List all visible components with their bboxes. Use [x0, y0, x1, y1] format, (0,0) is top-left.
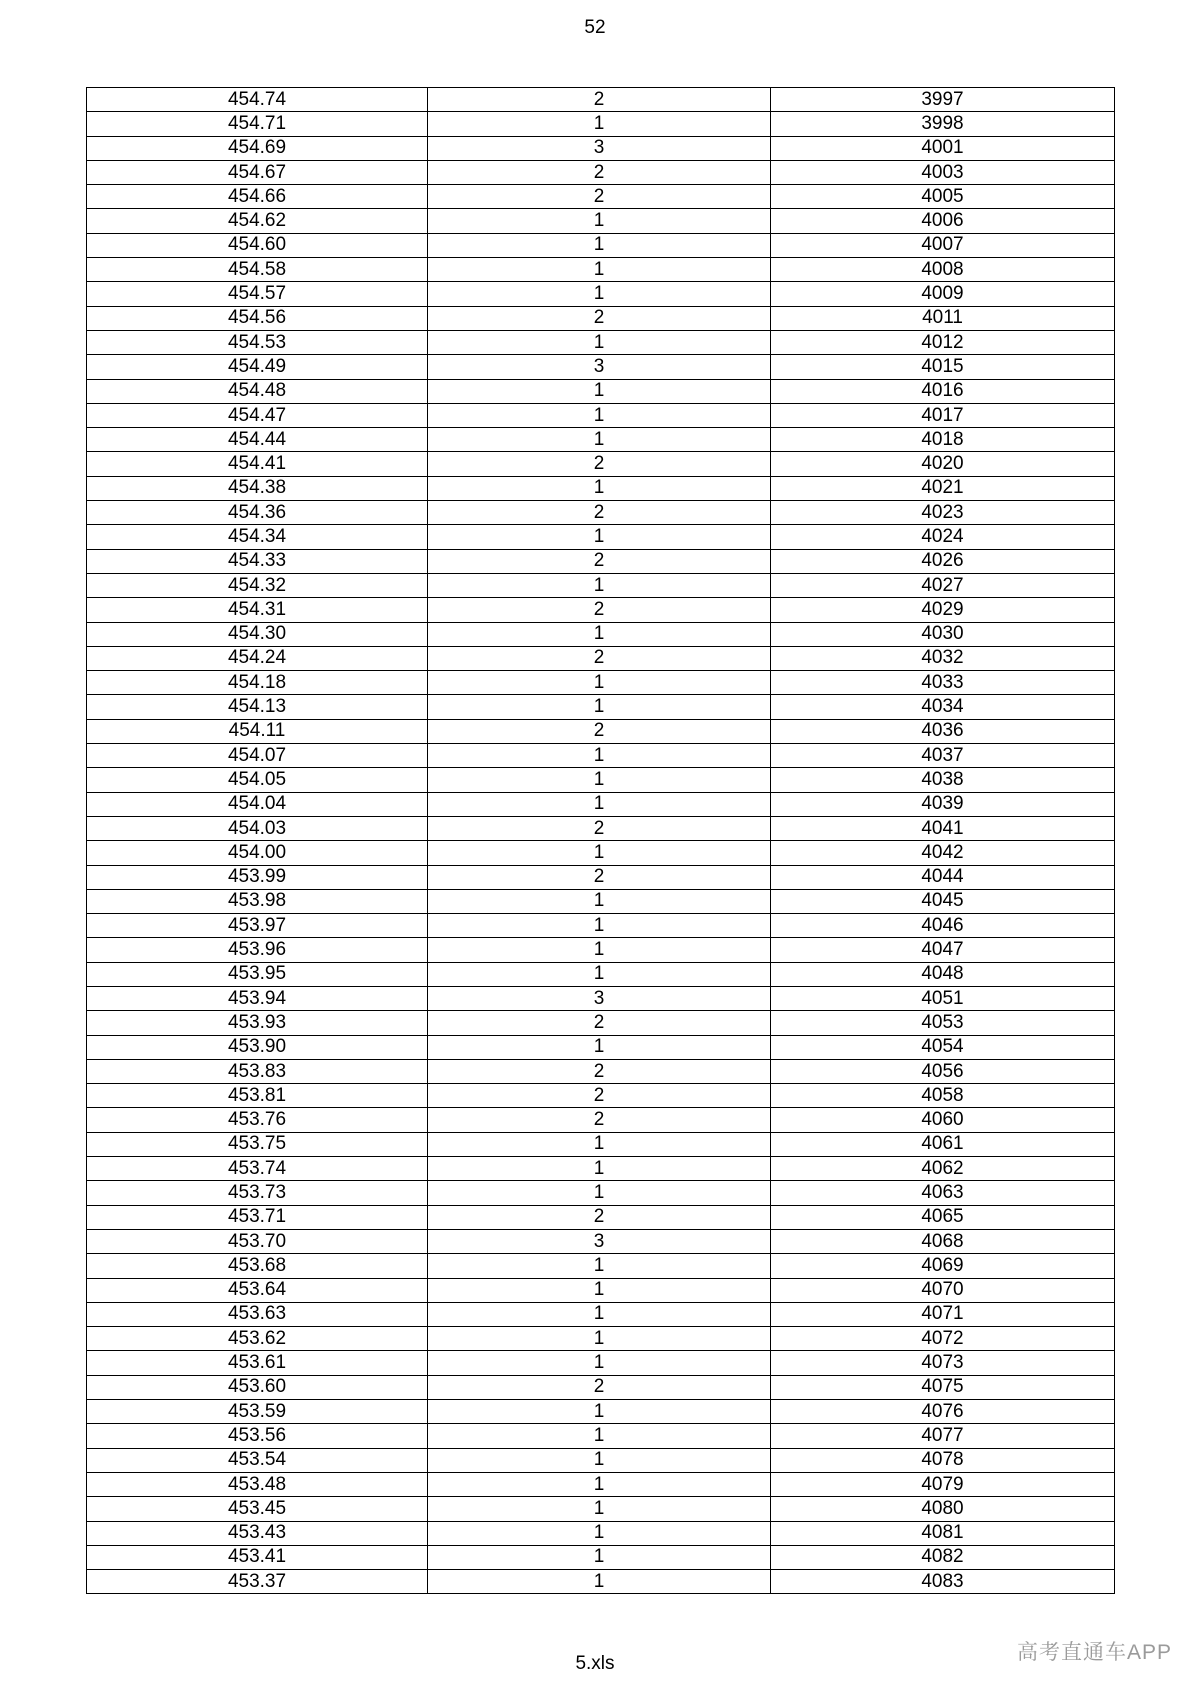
table-row [87, 962, 1115, 986]
cumulative-cell: 3998 [771, 112, 1115, 136]
count-cell: 2 [428, 816, 771, 840]
score-cell: 454.05 [87, 768, 428, 792]
count-cell: 1 [428, 112, 771, 136]
table-row [87, 160, 1115, 184]
score-cell: 454.41 [87, 452, 428, 476]
count-cell: 1 [428, 209, 771, 233]
cumulative-cell: 4039 [771, 792, 1115, 816]
cumulative-cell: 4023 [771, 501, 1115, 525]
count-cell: 2 [428, 88, 771, 112]
table-row [87, 1157, 1115, 1181]
count-cell: 1 [428, 428, 771, 452]
cumulative-cell: 4060 [771, 1108, 1115, 1132]
score-cell: 453.99 [87, 865, 428, 889]
count-cell: 1 [428, 1302, 771, 1326]
count-cell: 1 [428, 1351, 771, 1375]
cumulative-cell: 4072 [771, 1327, 1115, 1351]
cumulative-cell: 4079 [771, 1472, 1115, 1496]
score-cell: 453.56 [87, 1424, 428, 1448]
cumulative-cell: 4061 [771, 1132, 1115, 1156]
score-cell: 453.93 [87, 1011, 428, 1035]
score-cell: 453.41 [87, 1545, 428, 1569]
cumulative-cell: 4046 [771, 914, 1115, 938]
cumulative-cell: 4056 [771, 1059, 1115, 1083]
cumulative-cell: 4069 [771, 1254, 1115, 1278]
table-row [87, 1545, 1115, 1569]
score-table-container [86, 87, 1111, 1594]
table-row [87, 1327, 1115, 1351]
score-cell: 454.58 [87, 258, 428, 282]
table-row [87, 671, 1115, 695]
count-cell: 2 [428, 1375, 771, 1399]
cumulative-cell: 4029 [771, 598, 1115, 622]
table-row [87, 646, 1115, 670]
count-cell: 2 [428, 1205, 771, 1229]
table-row [87, 1181, 1115, 1205]
table-row [87, 986, 1115, 1010]
table-row [87, 792, 1115, 816]
count-cell: 2 [428, 306, 771, 330]
table-row [87, 1375, 1115, 1399]
score-cell: 453.59 [87, 1400, 428, 1424]
count-cell: 2 [428, 646, 771, 670]
cumulative-cell: 4030 [771, 622, 1115, 646]
table-row [87, 695, 1115, 719]
cumulative-cell: 4053 [771, 1011, 1115, 1035]
score-cell: 453.70 [87, 1229, 428, 1253]
cumulative-cell: 4024 [771, 525, 1115, 549]
score-cell: 454.44 [87, 428, 428, 452]
cumulative-cell: 4071 [771, 1302, 1115, 1326]
table-row [87, 452, 1115, 476]
table-row [87, 1229, 1115, 1253]
cumulative-cell: 4038 [771, 768, 1115, 792]
table-row [87, 306, 1115, 330]
count-cell: 1 [428, 233, 771, 257]
table-row [87, 816, 1115, 840]
cumulative-cell: 4016 [771, 379, 1115, 403]
cumulative-cell: 4078 [771, 1448, 1115, 1472]
count-cell: 3 [428, 986, 771, 1010]
score-cell: 454.48 [87, 379, 428, 403]
score-cell: 454.66 [87, 185, 428, 209]
score-cell: 453.68 [87, 1254, 428, 1278]
table-row [87, 209, 1115, 233]
score-cell: 454.47 [87, 403, 428, 427]
score-cell: 454.62 [87, 209, 428, 233]
cumulative-cell: 4034 [771, 695, 1115, 719]
count-cell: 1 [428, 1157, 771, 1181]
cumulative-cell: 4054 [771, 1035, 1115, 1059]
count-cell: 1 [428, 330, 771, 354]
table-row [87, 1521, 1115, 1545]
table-row [87, 355, 1115, 379]
score-cell: 454.49 [87, 355, 428, 379]
count-cell: 3 [428, 136, 771, 160]
score-cell: 453.54 [87, 1448, 428, 1472]
page-number: 52 [584, 17, 606, 38]
table-row [87, 1254, 1115, 1278]
count-cell: 2 [428, 1084, 771, 1108]
cumulative-cell: 4012 [771, 330, 1115, 354]
score-cell: 453.74 [87, 1157, 428, 1181]
score-cell: 454.34 [87, 525, 428, 549]
count-cell: 2 [428, 1108, 771, 1132]
count-cell: 1 [428, 622, 771, 646]
count-cell: 1 [428, 962, 771, 986]
table-row [87, 549, 1115, 573]
score-cell: 453.76 [87, 1108, 428, 1132]
table-row [87, 1278, 1115, 1302]
cumulative-cell: 4003 [771, 160, 1115, 184]
score-cell: 454.07 [87, 744, 428, 768]
count-cell: 1 [428, 914, 771, 938]
table-row [87, 1424, 1115, 1448]
table-row [87, 841, 1115, 865]
cumulative-cell: 4027 [771, 573, 1115, 597]
table-row [87, 622, 1115, 646]
score-cell: 454.11 [87, 719, 428, 743]
count-cell: 1 [428, 1278, 771, 1302]
score-cell: 454.67 [87, 160, 428, 184]
table-row [87, 1084, 1115, 1108]
score-cell: 454.04 [87, 792, 428, 816]
table-row [87, 88, 1115, 112]
count-cell: 2 [428, 598, 771, 622]
score-cell: 454.69 [87, 136, 428, 160]
score-cell: 453.63 [87, 1302, 428, 1326]
cumulative-cell: 4018 [771, 428, 1115, 452]
cumulative-cell: 4015 [771, 355, 1115, 379]
cumulative-cell: 4033 [771, 671, 1115, 695]
table-row [87, 865, 1115, 889]
table-row [87, 501, 1115, 525]
cumulative-cell: 4041 [771, 816, 1115, 840]
count-cell: 1 [428, 1497, 771, 1521]
table-row [87, 598, 1115, 622]
count-cell: 2 [428, 719, 771, 743]
count-cell: 1 [428, 768, 771, 792]
score-cell: 453.73 [87, 1181, 428, 1205]
table-row [87, 1035, 1115, 1059]
count-cell: 3 [428, 1229, 771, 1253]
cumulative-cell: 4075 [771, 1375, 1115, 1399]
count-cell: 1 [428, 1400, 771, 1424]
table-row [87, 258, 1115, 282]
cumulative-cell: 4083 [771, 1570, 1115, 1594]
score-cell: 453.60 [87, 1375, 428, 1399]
score-cell: 453.94 [87, 986, 428, 1010]
count-cell: 1 [428, 1254, 771, 1278]
table-row [87, 112, 1115, 136]
cumulative-cell: 4020 [771, 452, 1115, 476]
score-cell: 453.90 [87, 1035, 428, 1059]
score-cell: 453.83 [87, 1059, 428, 1083]
table-row [87, 1351, 1115, 1375]
score-cell: 454.53 [87, 330, 428, 354]
table-row [87, 1570, 1115, 1594]
score-cell: 454.00 [87, 841, 428, 865]
table-row [87, 1400, 1115, 1424]
count-cell: 1 [428, 1570, 771, 1594]
score-cell: 454.30 [87, 622, 428, 646]
cumulative-cell: 4077 [771, 1424, 1115, 1448]
cumulative-cell: 4017 [771, 403, 1115, 427]
cumulative-cell: 4058 [771, 1084, 1115, 1108]
table-row [87, 476, 1115, 500]
count-cell: 1 [428, 282, 771, 306]
score-cell: 454.38 [87, 476, 428, 500]
table-row [87, 330, 1115, 354]
cumulative-cell: 4026 [771, 549, 1115, 573]
table-row [87, 914, 1115, 938]
score-cell: 453.45 [87, 1497, 428, 1521]
score-cell: 454.33 [87, 549, 428, 573]
cumulative-cell: 4007 [771, 233, 1115, 257]
cumulative-cell: 4001 [771, 136, 1115, 160]
score-cell: 453.81 [87, 1084, 428, 1108]
table-row [87, 1011, 1115, 1035]
score-cell: 454.13 [87, 695, 428, 719]
count-cell: 1 [428, 744, 771, 768]
cumulative-cell: 4076 [771, 1400, 1115, 1424]
count-cell: 3 [428, 355, 771, 379]
cumulative-cell: 4042 [771, 841, 1115, 865]
count-cell: 1 [428, 695, 771, 719]
count-cell: 1 [428, 1448, 771, 1472]
count-cell: 1 [428, 1424, 771, 1448]
table-row [87, 1059, 1115, 1083]
table-row [87, 1205, 1115, 1229]
table-row [87, 889, 1115, 913]
table-row [87, 1108, 1115, 1132]
score-cell: 453.62 [87, 1327, 428, 1351]
count-cell: 1 [428, 938, 771, 962]
score-cell: 453.75 [87, 1132, 428, 1156]
score-cell: 454.36 [87, 501, 428, 525]
count-cell: 1 [428, 258, 771, 282]
cumulative-cell: 4044 [771, 865, 1115, 889]
cumulative-cell: 4045 [771, 889, 1115, 913]
table-row [87, 282, 1115, 306]
table-row [87, 525, 1115, 549]
table-row [87, 719, 1115, 743]
table-row [87, 1472, 1115, 1496]
cumulative-cell: 4068 [771, 1229, 1115, 1253]
cumulative-cell: 3997 [771, 88, 1115, 112]
table-row [87, 233, 1115, 257]
cumulative-cell: 4009 [771, 282, 1115, 306]
cumulative-cell: 4021 [771, 476, 1115, 500]
table-row [87, 428, 1115, 452]
count-cell: 1 [428, 841, 771, 865]
cumulative-cell: 4081 [771, 1521, 1115, 1545]
cumulative-cell: 4032 [771, 646, 1115, 670]
count-cell: 1 [428, 1521, 771, 1545]
score-cell: 454.32 [87, 573, 428, 597]
cumulative-cell: 4051 [771, 986, 1115, 1010]
cumulative-cell: 4037 [771, 744, 1115, 768]
cumulative-cell: 4006 [771, 209, 1115, 233]
score-cell: 453.43 [87, 1521, 428, 1545]
score-cell: 454.74 [87, 88, 428, 112]
score-cell: 454.71 [87, 112, 428, 136]
count-cell: 1 [428, 379, 771, 403]
count-cell: 2 [428, 185, 771, 209]
cumulative-cell: 4036 [771, 719, 1115, 743]
score-cell: 453.95 [87, 962, 428, 986]
cumulative-cell: 4073 [771, 1351, 1115, 1375]
cumulative-cell: 4062 [771, 1157, 1115, 1181]
cumulative-cell: 4063 [771, 1181, 1115, 1205]
score-cell: 453.64 [87, 1278, 428, 1302]
table-row [87, 1448, 1115, 1472]
count-cell: 1 [428, 1035, 771, 1059]
score-cell: 453.48 [87, 1472, 428, 1496]
cumulative-cell: 4011 [771, 306, 1115, 330]
count-cell: 2 [428, 160, 771, 184]
cumulative-cell: 4048 [771, 962, 1115, 986]
cumulative-cell: 4008 [771, 258, 1115, 282]
cumulative-cell: 4080 [771, 1497, 1115, 1521]
score-cell: 454.18 [87, 671, 428, 695]
score-cell: 454.31 [87, 598, 428, 622]
score-cell: 453.97 [87, 914, 428, 938]
score-cell: 454.03 [87, 816, 428, 840]
cumulative-cell: 4082 [771, 1545, 1115, 1569]
count-cell: 1 [428, 403, 771, 427]
cumulative-cell: 4070 [771, 1278, 1115, 1302]
count-cell: 1 [428, 1132, 771, 1156]
count-cell: 2 [428, 1059, 771, 1083]
table-row [87, 185, 1115, 209]
score-cell: 453.96 [87, 938, 428, 962]
count-cell: 1 [428, 1181, 771, 1205]
table-row [87, 768, 1115, 792]
score-table [86, 87, 1115, 1594]
table-row [87, 379, 1115, 403]
score-cell: 453.37 [87, 1570, 428, 1594]
count-cell: 1 [428, 671, 771, 695]
count-cell: 1 [428, 889, 771, 913]
count-cell: 1 [428, 1472, 771, 1496]
count-cell: 2 [428, 1011, 771, 1035]
watermark: 高考直通车APP [1016, 1641, 1172, 1664]
count-cell: 1 [428, 1545, 771, 1569]
count-cell: 1 [428, 1327, 771, 1351]
table-row [87, 573, 1115, 597]
count-cell: 1 [428, 476, 771, 500]
count-cell: 2 [428, 452, 771, 476]
table-row [87, 403, 1115, 427]
cumulative-cell: 4005 [771, 185, 1115, 209]
score-cell: 454.60 [87, 233, 428, 257]
table-row [87, 136, 1115, 160]
score-cell: 454.56 [87, 306, 428, 330]
cumulative-cell: 4047 [771, 938, 1115, 962]
score-cell: 453.98 [87, 889, 428, 913]
count-cell: 1 [428, 792, 771, 816]
table-row [87, 1497, 1115, 1521]
score-table-body [87, 88, 1115, 1594]
score-cell: 454.57 [87, 282, 428, 306]
count-cell: 1 [428, 525, 771, 549]
table-row [87, 1302, 1115, 1326]
score-cell: 454.24 [87, 646, 428, 670]
score-cell: 453.71 [87, 1205, 428, 1229]
table-row [87, 1132, 1115, 1156]
footer-filename: 5.xls [575, 1653, 615, 1674]
table-row [87, 938, 1115, 962]
score-cell: 453.61 [87, 1351, 428, 1375]
table-row [87, 744, 1115, 768]
count-cell: 2 [428, 549, 771, 573]
count-cell: 2 [428, 865, 771, 889]
cumulative-cell: 4065 [771, 1205, 1115, 1229]
count-cell: 2 [428, 501, 771, 525]
count-cell: 1 [428, 573, 771, 597]
